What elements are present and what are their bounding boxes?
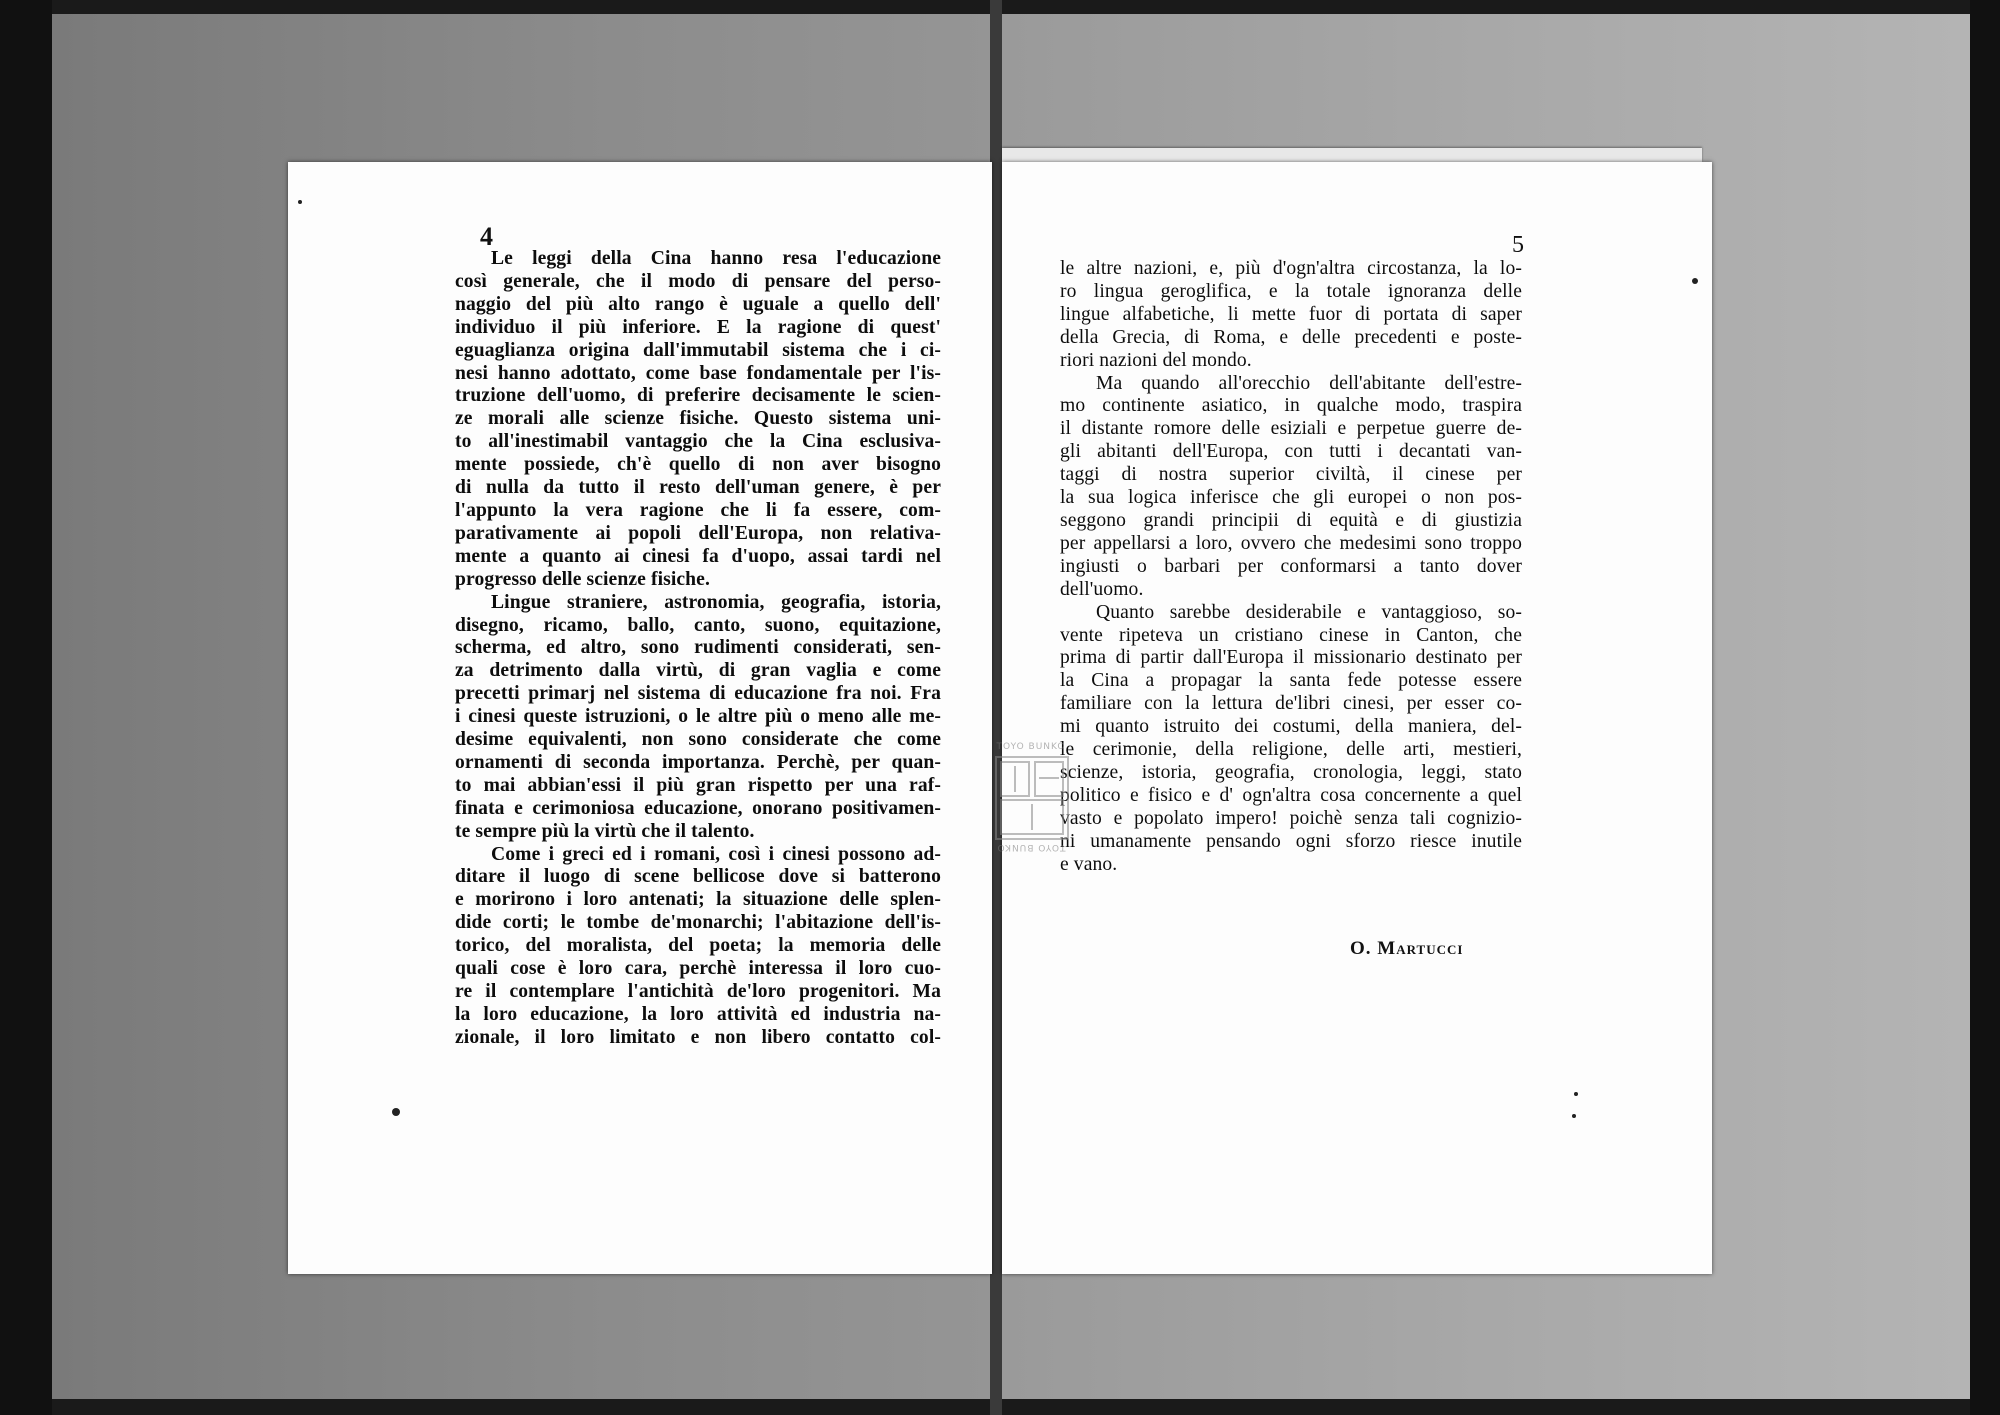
text-line: za detrimento dalla virtù, di gran vaglia e come xyxy=(455,660,941,682)
text-line: finata e cerimoniosa educazione, onorano positivamen- xyxy=(455,797,941,819)
text-line: mente possiede, ch'è quello di non aver bisogno xyxy=(455,454,941,476)
ink-speck xyxy=(1574,1092,1578,1096)
text-line: la loro educazione, la loro attività ed industria na- xyxy=(455,1003,941,1025)
text-line: riori nazioni del mondo. xyxy=(1060,349,1252,371)
text-line: individuo il più inferiore. E la ragione di quest' xyxy=(455,316,941,338)
text-line: te sempre più la virtù che il talento. xyxy=(455,820,755,842)
text-line: to mai abbian'essi il più gran rispetto per una raf- xyxy=(455,774,941,796)
text-line: scienze, istoria, geografia, cronologia, leggi, stato xyxy=(1060,761,1522,783)
text-line: mo continente asiatico, in qualche modo, traspira xyxy=(1060,395,1522,417)
text-line: Ma quando all'orecchio dell'abitante dell'estre- xyxy=(1096,372,1522,394)
text-line: quali cose è loro cara, perchè interessa il loro cuo- xyxy=(455,958,941,980)
text-line: lingue alfabetiche, li mette fuor di portata di saper xyxy=(1060,303,1522,325)
text-line: naggio del più alto rango è uguale a quello dell' xyxy=(455,293,941,315)
text-line: precetti primarj nel sistema di educazione fra noi. Fra xyxy=(455,683,941,705)
text-line: Lingue straniere, astronomia, geografia, istoria, xyxy=(491,591,941,613)
text-line: mente a quanto ai cinesi fa d'uopo, assai tardi nel xyxy=(455,545,941,567)
text-line: Quanto sarebbe desiderabile e vantaggioso, so- xyxy=(1096,601,1522,623)
text-line: di nulla da tutto il resto dell'uman genere, è per xyxy=(455,477,941,499)
text-line: l'appunto la vera ragione che li fa essere, com- xyxy=(455,499,941,521)
scan-border-left xyxy=(0,0,52,1415)
text-line: la sua logica inferisce che gli europei o non pos- xyxy=(1060,487,1522,509)
left-page-body-text xyxy=(455,248,941,1050)
text-line: disegno, ricamo, ballo, canto, suono, equitazione, xyxy=(455,614,941,636)
right-page-body-text xyxy=(1060,258,1522,876)
text-line: torico, del moralista, del poeta; la memoria delle xyxy=(455,935,941,957)
text-line: ornamenti di seconda importanza. Perchè, per quan- xyxy=(455,751,941,773)
text-line: il distante romore delle esiziali e perpetue guerre de- xyxy=(1060,418,1522,440)
stamp-seal-box xyxy=(995,756,1069,840)
text-line: ro lingua geroglifica, e la totale ignoranza delle xyxy=(1060,280,1522,302)
text-line: così generale, che il modo di pensare del perso- xyxy=(455,270,941,292)
text-line: mi quanto istruito dei costumi, della maniera, del- xyxy=(1060,716,1522,738)
text-line: ni umanamente pensando ogni sforzo riesce inutile xyxy=(1060,830,1522,852)
text-line: Le leggi della Cina hanno resa l'educazione xyxy=(491,248,941,269)
text-line: to all'inestimabil vantaggio che la Cina esclusiva- xyxy=(455,431,941,453)
text-line: ingiusti o barbari per conformarsi a tanto dover xyxy=(1060,555,1522,577)
text-line: ditare il luogo di scene bellicose dove si batterono xyxy=(455,866,941,888)
text-line: dell'uomo. xyxy=(1060,578,1144,600)
text-line: familiare con la lettura de'libri cinesi, per esser co- xyxy=(1060,693,1522,715)
ink-speck xyxy=(1692,278,1698,284)
text-line: e vano. xyxy=(1060,853,1118,875)
text-line: ze morali alle scienze fisiche. Questo sistema uni- xyxy=(455,408,941,430)
text-line: zionale, il loro limitato e non libero contatto col- xyxy=(455,1026,941,1048)
text-line: scherma, ed altro, sono rudimenti considerati, sen- xyxy=(455,637,941,659)
scan-border-right xyxy=(1970,0,2000,1415)
library-stamp xyxy=(985,742,1077,860)
text-line: per appellarsi a loro, ovvero che medesimi sono troppo xyxy=(1060,532,1522,554)
text-line: re il contemplare l'antichità de'loro progenitori. Ma xyxy=(455,981,941,1002)
text-line: vasto e popolato impero! poichè senza tali cognizio- xyxy=(1060,807,1522,829)
left-page-number: 4 xyxy=(480,222,493,251)
text-line: prima di partir dall'Europa il missionario destinato per xyxy=(1060,647,1522,669)
text-line: parativamente ai popoli dell'Europa, non relativa- xyxy=(455,522,941,544)
text-line: taggi di nostra superior civiltà, il cinese per xyxy=(1060,464,1522,486)
text-line: vente ripeteva un cristiano cinese in Canton, che xyxy=(1060,624,1522,646)
text-line: seggono grandi principii di equità e di giustizia xyxy=(1060,509,1522,531)
stamp-bottom-text: TOYO BUNKO xyxy=(996,842,1066,852)
text-line: le cerimonie, della religione, delle arti, mestieri, xyxy=(1060,739,1522,761)
text-line: e morirono i loro antenati; la situazione delle splen- xyxy=(455,889,941,911)
text-line: desime equivalenti, non sono considerate che come xyxy=(455,729,941,751)
text-line: Come i greci ed i romani, così i cinesi possono ad- xyxy=(491,843,941,865)
text-line: nesi hanno adottato, come base fondamentale per l'is- xyxy=(455,362,941,384)
right-page-number: 5 xyxy=(1512,232,1524,258)
text-line: gli abitanti dell'Europa, con tutti i decantati van- xyxy=(1060,441,1522,463)
ink-speck xyxy=(298,200,302,204)
ink-speck xyxy=(1572,1114,1576,1118)
text-line: le altre nazioni, e, più d'ogn'altra circostanza, la lo- xyxy=(1060,258,1522,279)
underlying-page-edge xyxy=(1002,148,1702,162)
text-line: della Grecia, di Roma, e delle precedenti e poste- xyxy=(1060,326,1522,348)
author-signature: O. Martucci xyxy=(1350,938,1464,959)
stamp-top-text: TOYO BUNKO xyxy=(996,742,1066,752)
text-line: dide corti; le tombe de'monarchi; l'abitazione dell'is- xyxy=(455,912,941,934)
text-line: la Cina a propagar la santa fede potesse essere xyxy=(1060,670,1522,692)
text-line: truzione dell'uomo, di preferire decisamente le scien- xyxy=(455,385,941,407)
text-line: eguaglianza origina dall'immutabil sistema che i ci- xyxy=(455,339,941,361)
text-line: politico e fisico e d' ogn'altra cosa concernente a quel xyxy=(1060,784,1522,806)
ink-speck xyxy=(392,1108,400,1116)
text-line: progresso delle scienze fisiche. xyxy=(455,568,710,590)
text-line: i cinesi queste istruzioni, o le altre più o meno alle me- xyxy=(455,706,941,728)
